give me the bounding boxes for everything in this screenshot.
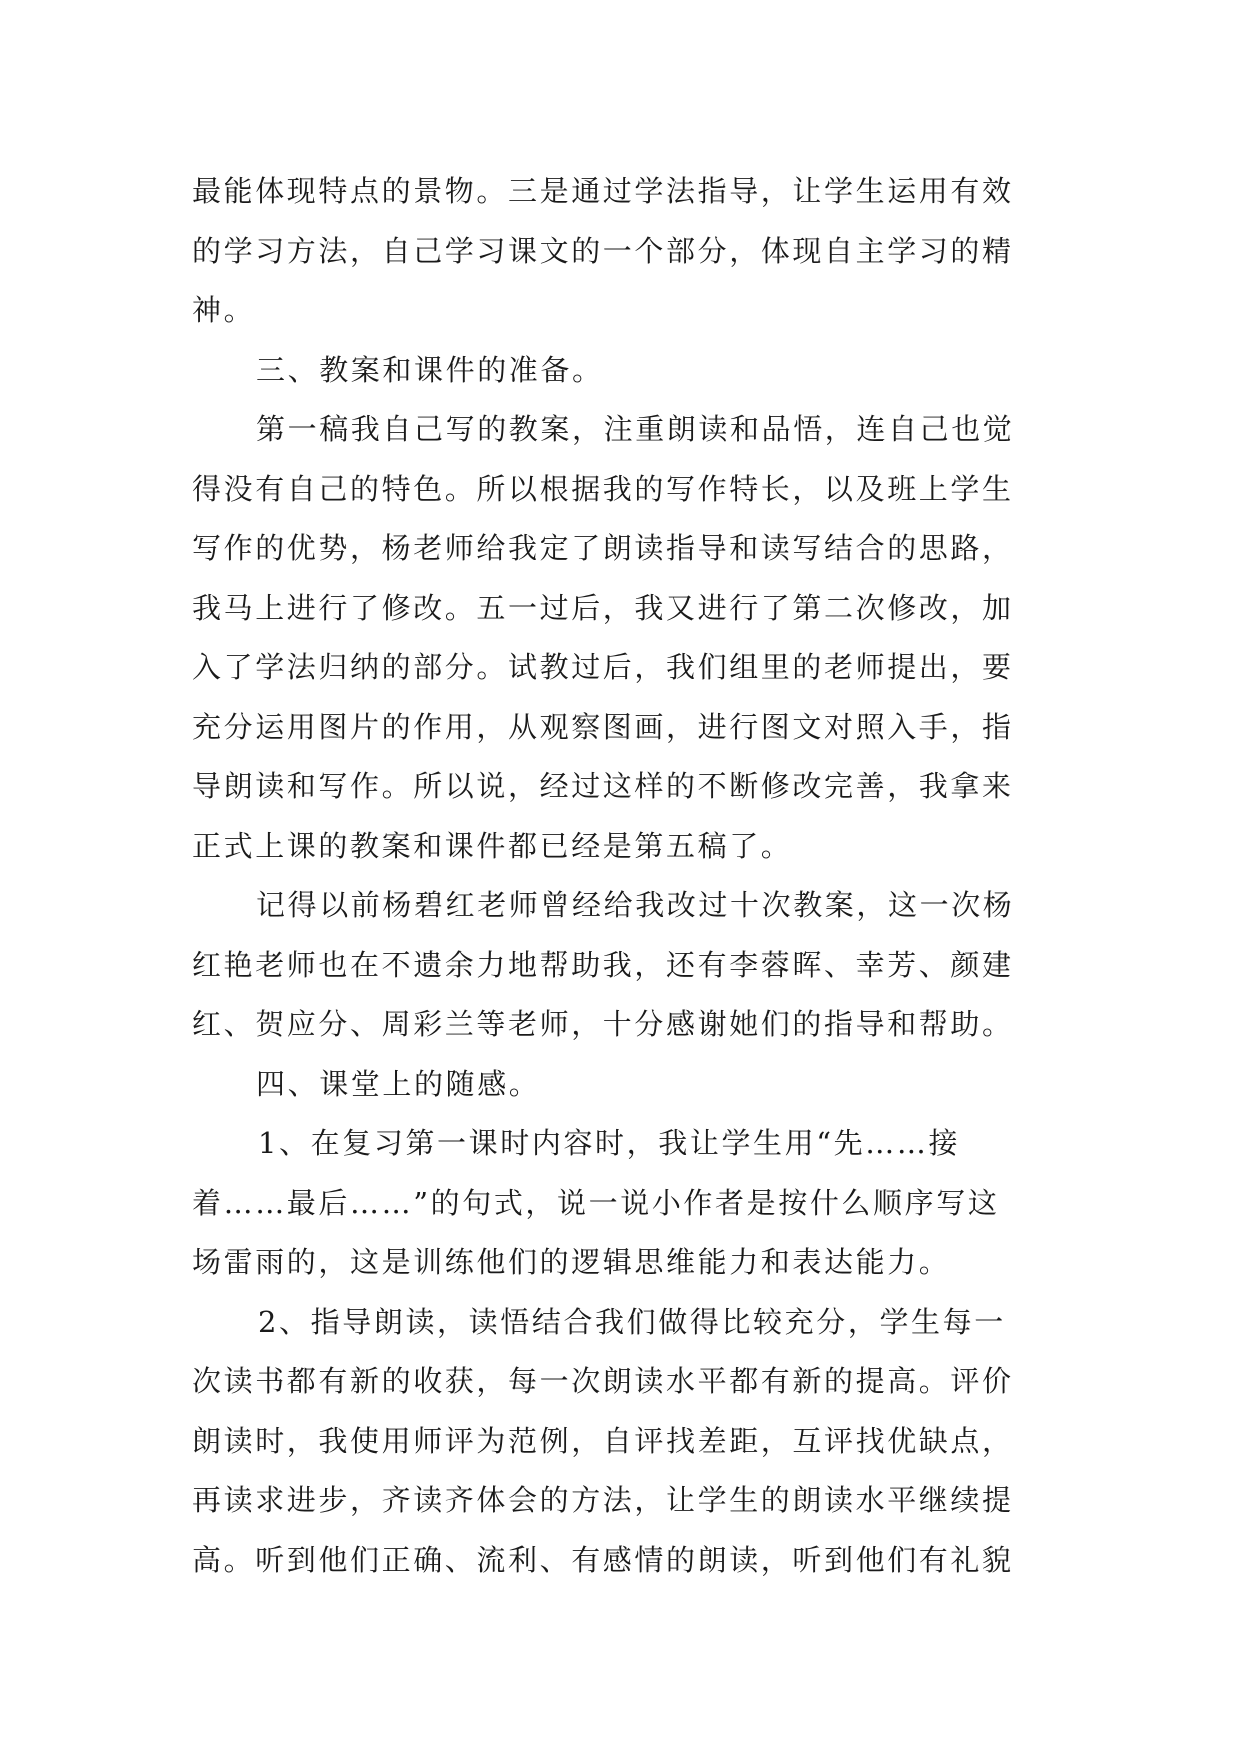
- text-line: 入了学法归纳的部分。试教过后，我们组里的老师提出，要: [192, 650, 1014, 684]
- text-line: 的学习方法，自己学习课文的一个部分，体现自主学习的精: [192, 233, 1014, 268]
- text-line: 神。: [192, 293, 256, 327]
- text-line: 再读求进步，齐读齐体会的方法，让学生的朗读水平继续提: [192, 1483, 1014, 1517]
- text-line: 红、贺应分、周彩兰等老师，十分感谢她们的指导和帮助。: [192, 1007, 1014, 1041]
- text-line: 得没有自己的特色。所以根据我的写作特长，以及班上学生: [192, 471, 1014, 506]
- text-line: 记得以前杨碧红老师曾经给我改过十次教案，这一次杨: [256, 888, 1015, 922]
- text-line: 我马上进行了修改。五一过后，我又进行了第二次修改，加: [192, 590, 1014, 625]
- text-line: 导朗读和写作。所以说，经过这样的不断修改完善，我拿来: [192, 769, 1014, 803]
- text-line: 高。听到他们正确、流利、有感情的朗读，听到他们有礼貌: [192, 1542, 1014, 1577]
- text-line: 场雷雨的，这是训练他们的逻辑思维能力和表达能力。: [192, 1245, 951, 1279]
- text-line: 次读书都有新的收获，每一次朗读水平都有新的提高。评价: [192, 1364, 1014, 1398]
- text-line: 2、指导朗读，读悟结合我们做得比较充分，学生每一: [258, 1304, 1006, 1339]
- section-heading-3: 三、教案和课件的准备。: [256, 352, 604, 387]
- text-line: 最能体现特点的景物。三是通过学法指导，让学生运用有效: [192, 174, 1014, 208]
- section-heading-4: 四、课堂上的随感。: [256, 1066, 541, 1101]
- text-line: 红艳老师也在不遗余力地帮助我，还有李蓉晖、幸芳、颜建: [192, 947, 1014, 982]
- document-body: [192, 162, 1052, 1590]
- text-line: 朗读时，我使用师评为范例，自评找差距，互评找优缺点，: [192, 1423, 1014, 1458]
- text-line: 1、在复习第一课时内容时，我让学生用“先……接: [258, 1126, 961, 1160]
- text-line: 写作的优势，杨老师给我定了朗读指导和读写结合的思路，: [192, 531, 1014, 565]
- text-line: 第一稿我自己写的教案，注重朗读和品悟，连自己也觉: [256, 412, 1015, 446]
- text-line: 着……最后……”的句式，说一说小作者是按什么顺序写这: [192, 1185, 1000, 1220]
- text-line: 充分运用图片的作用，从观察图画，进行图文对照入手，指: [192, 709, 1014, 744]
- text-line: 正式上课的教案和课件都已经是第五稿了。: [192, 828, 793, 863]
